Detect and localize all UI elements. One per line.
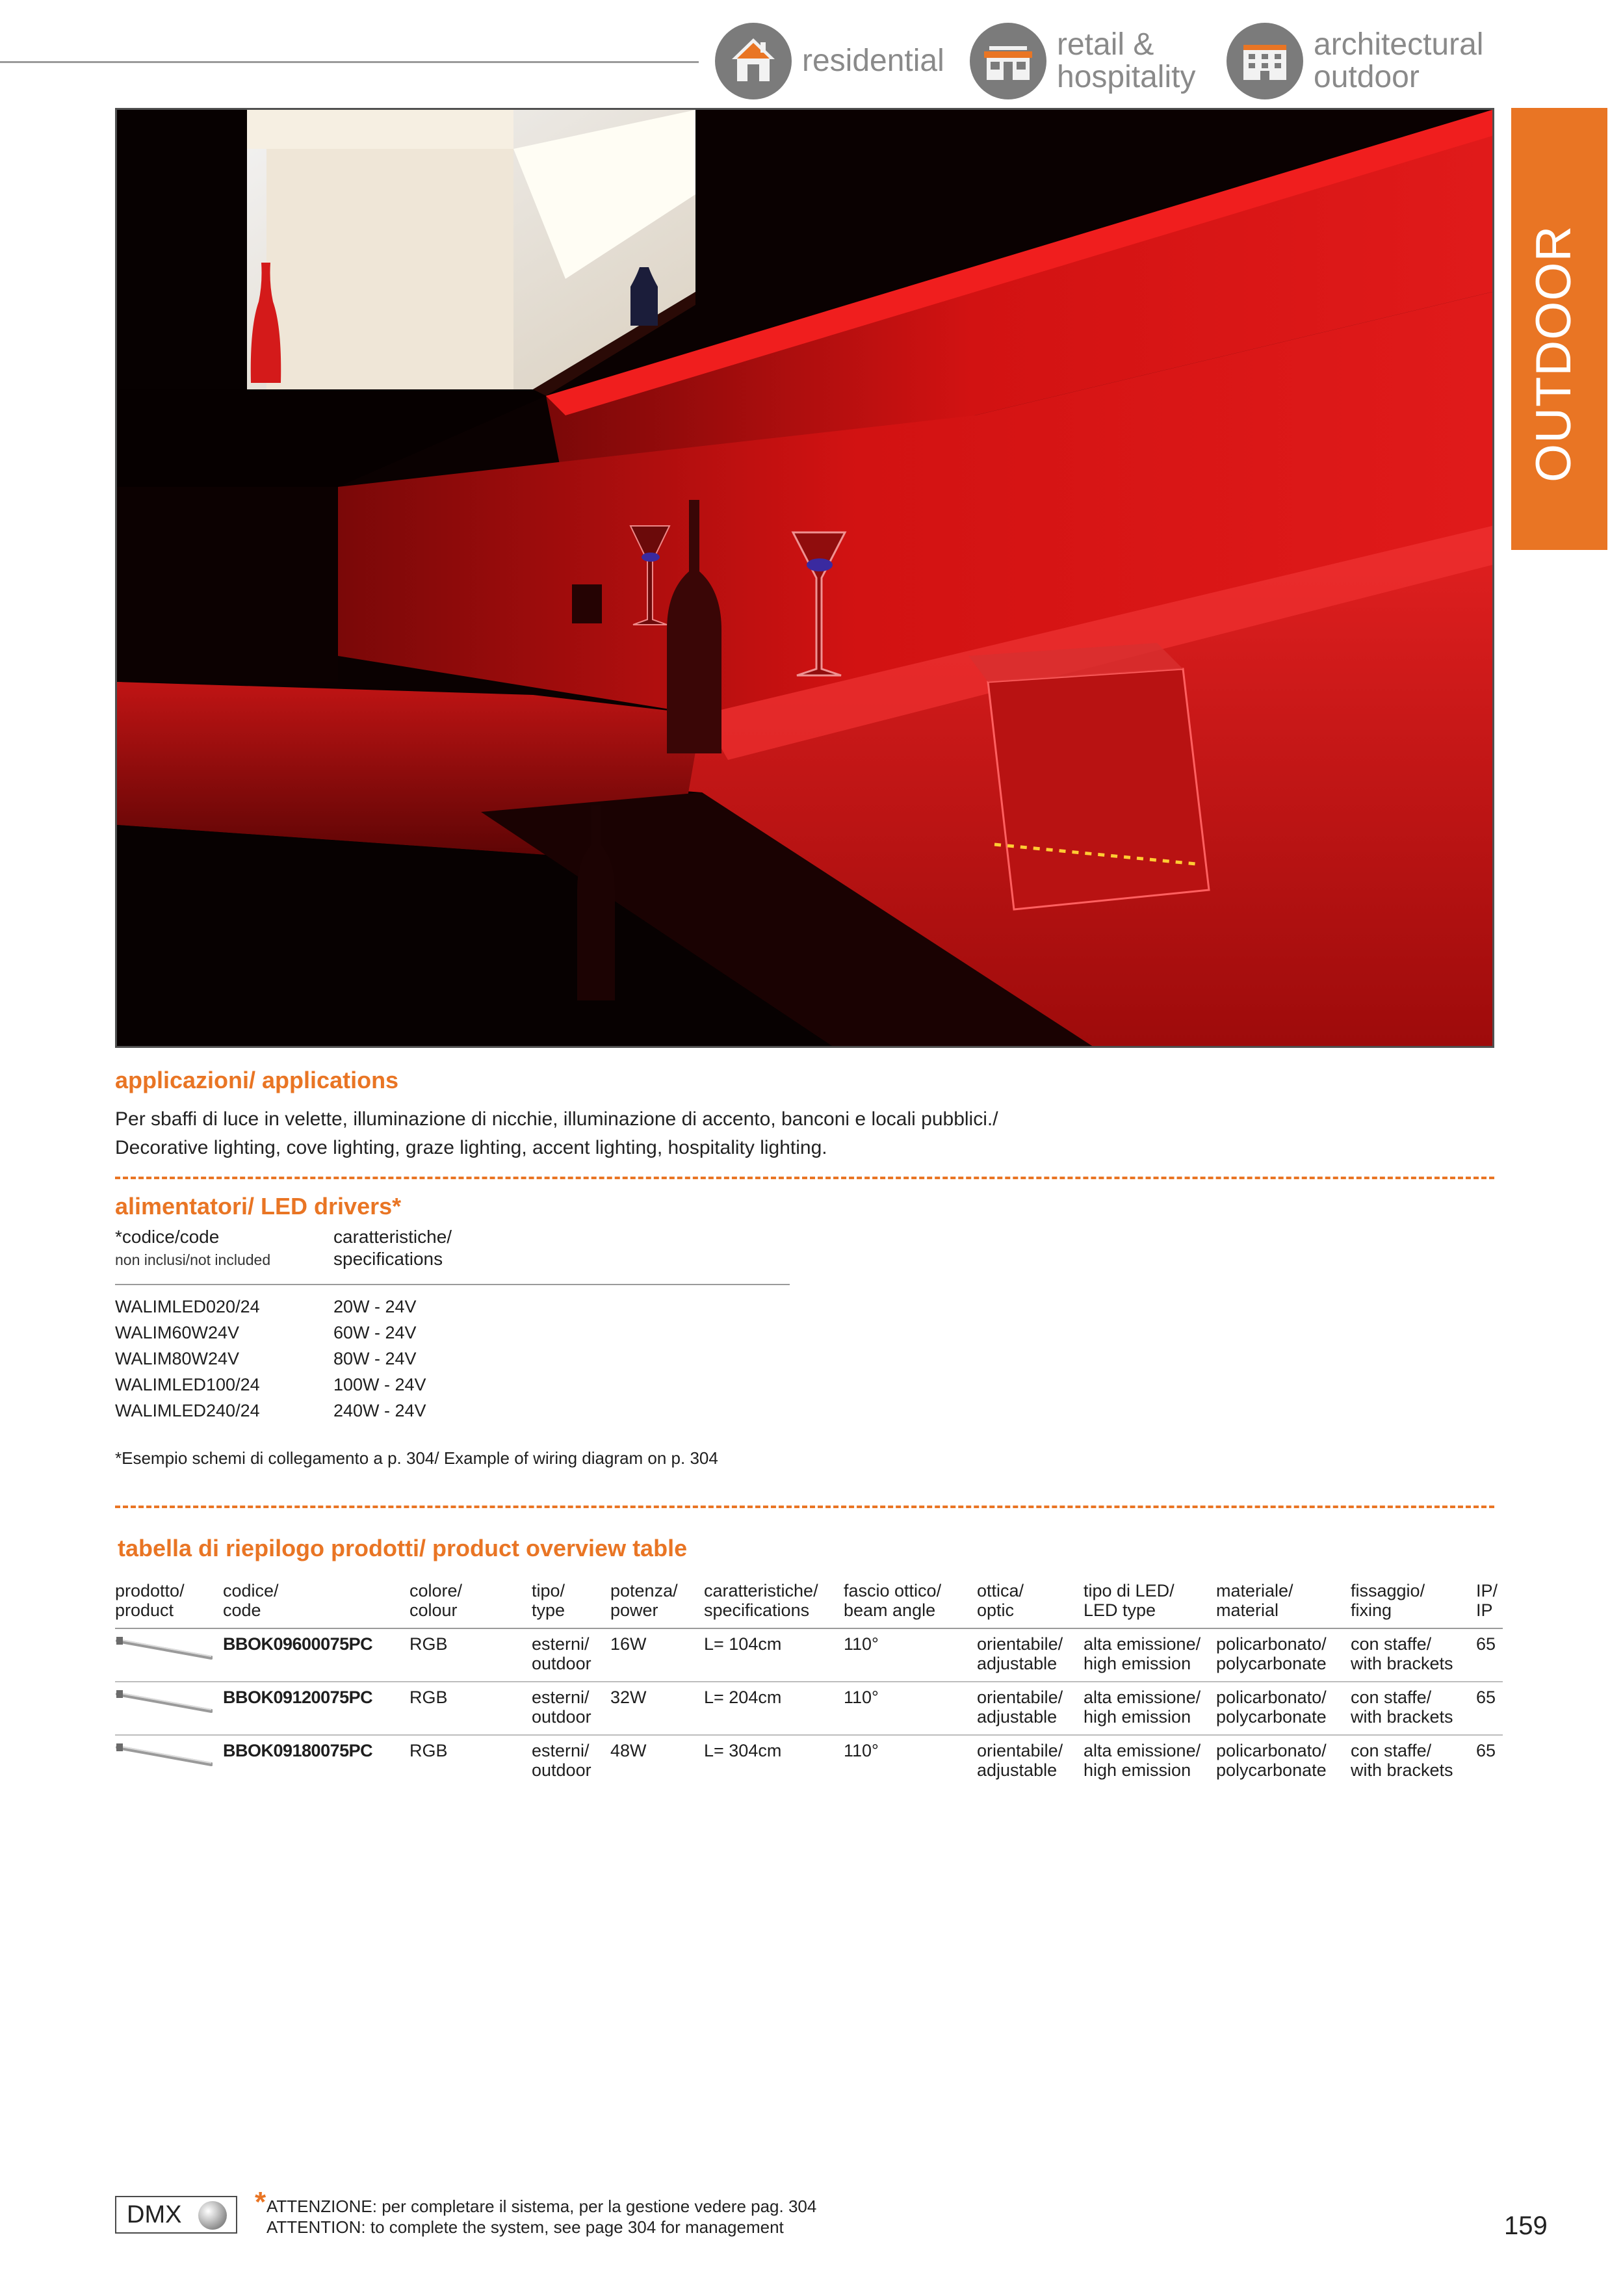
product-code: BBOK09600075PC: [223, 1634, 373, 1654]
led-bar-product-icon: [115, 1636, 213, 1662]
product-spec: L= 104cm: [704, 1634, 782, 1654]
product-led: alta emissione/ high emission: [1084, 1688, 1201, 1727]
product-spec: L= 304cm: [704, 1741, 782, 1760]
col-material: materiale/ material: [1216, 1581, 1293, 1620]
col-code: codice/ code: [223, 1581, 279, 1620]
overview-heading: tabella di riepilogo prodotti/ product overview table: [118, 1535, 688, 1561]
product-beam: 110°: [844, 1741, 879, 1760]
dmx-badge-label: DMX: [127, 2200, 182, 2228]
segment-label: retail & hospitality: [1057, 27, 1196, 94]
product-optic: orientabile/ adjustable: [977, 1634, 1063, 1673]
attention-asterisk: *: [255, 2186, 266, 2218]
product-fixing: con staffe/ with brackets: [1351, 1741, 1453, 1780]
table-row: [115, 1682, 1503, 1736]
driver-spec: 240W - 24V: [333, 1401, 426, 1420]
product-ip: 65: [1476, 1688, 1496, 1707]
product-material: policarbonato/ polycarbonate: [1216, 1634, 1327, 1673]
drivers-col-code: [115, 1226, 270, 1271]
product-fixing: con staffe/ with brackets: [1351, 1634, 1453, 1673]
product-optic: orientabile/ adjustable: [977, 1688, 1063, 1727]
driver-code: WALIMLED100/24: [115, 1375, 260, 1394]
product-beam: 110°: [844, 1634, 879, 1654]
section-tab-label: OUTDOOR: [1526, 225, 1581, 482]
drivers-col-code-label: *codice/code: [115, 1227, 220, 1247]
col-led: tipo di LED/ LED type: [1084, 1581, 1175, 1620]
product-power: 16W: [610, 1634, 647, 1654]
product-ip: 65: [1476, 1634, 1496, 1654]
product-type: esterni/ outdoor: [532, 1634, 591, 1673]
segment-label: residential: [802, 44, 944, 78]
product-type: esterni/ outdoor: [532, 1688, 591, 1727]
product-led: alta emissione/ high emission: [1084, 1741, 1201, 1780]
product-power: 32W: [610, 1688, 647, 1707]
product-type: esterni/ outdoor: [532, 1741, 591, 1780]
segment-label: architectural outdoor: [1314, 27, 1484, 94]
col-fixing: fissaggio/ fixing: [1351, 1581, 1425, 1620]
driver-code: WALIM60W24V: [115, 1323, 240, 1342]
section-tab-outdoor: [1511, 108, 1607, 550]
product-overview-table: [115, 1581, 1503, 1789]
product-code: BBOK09180075PC: [223, 1741, 373, 1760]
product-colour: RGB: [409, 1688, 448, 1707]
header-rule: [0, 61, 699, 63]
building-icon: [1227, 23, 1303, 99]
led-bar-product-icon: [115, 1742, 213, 1768]
led-bar-product-icon: [115, 1689, 213, 1715]
attention-note: ATTENZIONE: per completare il sistema, per la gestione vedere pag. 304 ATTENTION: to complete the system, see page 304 for management: [266, 2197, 817, 2237]
driver-code: WALIM80W24V: [115, 1349, 240, 1368]
applications-heading: applicazioni/ applications: [115, 1067, 399, 1093]
product-material: policarbonato/ polycarbonate: [1216, 1688, 1327, 1727]
product-beam: 110°: [844, 1688, 879, 1707]
product-led: alta emissione/ high emission: [1084, 1634, 1201, 1673]
drivers-col-spec-sub: specifications: [333, 1249, 443, 1269]
house-icon: [715, 23, 792, 99]
drivers-col-spec-label: caratteristiche/: [333, 1227, 452, 1247]
driver-spec: 80W - 24V: [333, 1349, 417, 1368]
drivers-col-code-sub: non inclusi/not included: [115, 1251, 271, 1268]
product-ip: 65: [1476, 1741, 1496, 1760]
segment-architectural-outdoor[interactable]: [1227, 22, 1483, 100]
section-divider: [115, 1506, 1494, 1508]
driver-spec: 20W - 24V: [333, 1297, 417, 1316]
applications-text-it: Per sbaffi di luce in velette, illuminazione di nicchie, illuminazione di accento, banconi e locali pubblici./: [115, 1108, 998, 1130]
col-ip: IP/ IP: [1476, 1581, 1498, 1620]
wiring-note: *Esempio schemi di collegamento a p. 304/ Example of wiring diagram on p. 304: [115, 1448, 718, 1468]
dmx-badge: [115, 2196, 237, 2234]
drivers-heading: alimentatori/ LED drivers*: [115, 1193, 402, 1220]
segment-residential[interactable]: [715, 22, 944, 100]
dmx-sphere-icon: [198, 2201, 227, 2230]
section-divider: [115, 1177, 1494, 1179]
driver-spec: 100W - 24V: [333, 1375, 426, 1394]
col-optic: ottica/ optic: [977, 1581, 1024, 1620]
page-number: 159: [1504, 2211, 1548, 2240]
driver-spec: 60W - 24V: [333, 1323, 417, 1342]
drivers-rule: [115, 1284, 790, 1285]
product-optic: orientabile/ adjustable: [977, 1741, 1063, 1780]
product-colour: RGB: [409, 1634, 448, 1654]
segment-retail-hospitality[interactable]: [970, 22, 1195, 100]
col-colour: colore/ colour: [409, 1581, 463, 1620]
product-code: BBOK09120075PC: [223, 1688, 373, 1707]
col-type: tipo/ type: [532, 1581, 565, 1620]
table-row: [115, 1736, 1503, 1789]
product-fixing: con staffe/ with brackets: [1351, 1688, 1453, 1727]
col-power: potenza/ power: [610, 1581, 678, 1620]
driver-code: WALIMLED020/24: [115, 1297, 260, 1316]
product-material: policarbonato/ polycarbonate: [1216, 1741, 1327, 1780]
table-row: [115, 1629, 1503, 1682]
shop-icon: [970, 23, 1046, 99]
product-colour: RGB: [409, 1741, 448, 1760]
product-power: 48W: [610, 1741, 647, 1760]
driver-code: WALIMLED240/24: [115, 1401, 260, 1420]
drivers-col-spec: [333, 1226, 452, 1270]
col-product: prodotto/ product: [115, 1581, 185, 1620]
col-beam: fascio ottico/ beam angle: [844, 1581, 942, 1620]
application-photo: [115, 108, 1494, 1048]
applications-text-en: Decorative lighting, cove lighting, graze lighting, accent lighting, hospitality lighting.: [115, 1137, 827, 1158]
product-spec: L= 204cm: [704, 1688, 782, 1707]
table-header: [115, 1581, 1503, 1629]
col-spec: caratteristiche/ specifications: [704, 1581, 818, 1620]
